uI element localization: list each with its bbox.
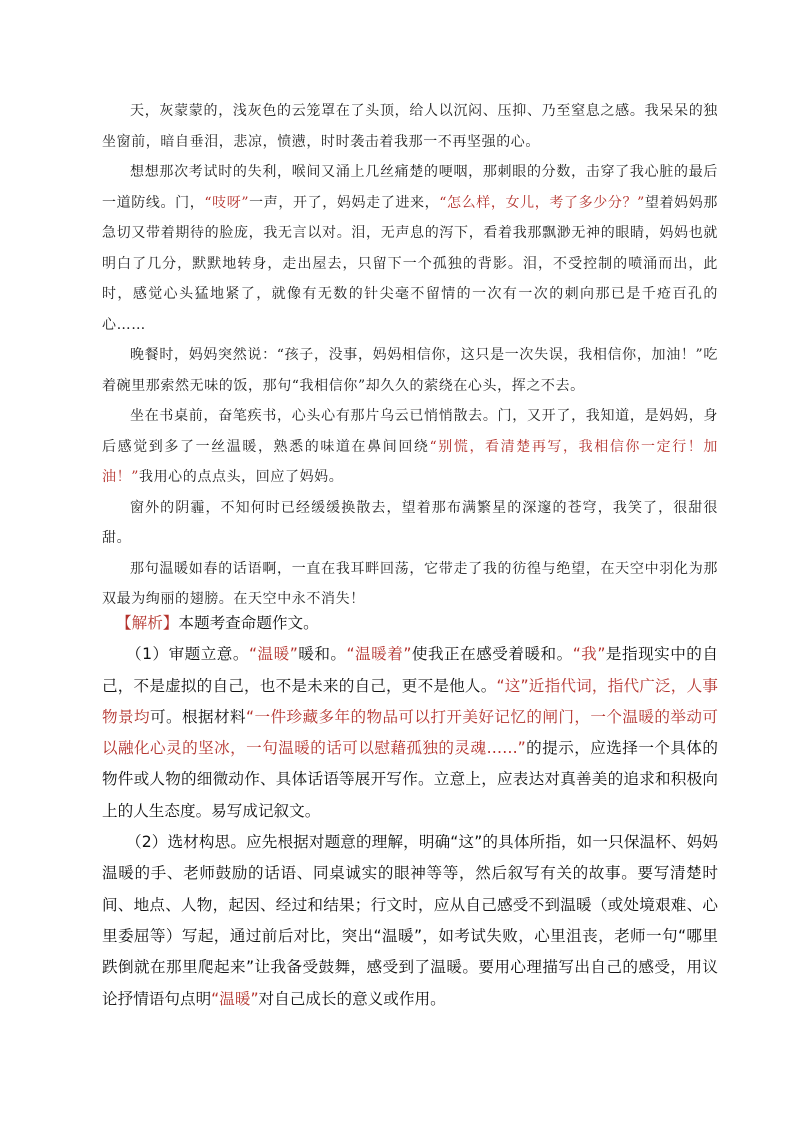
analysis-intro: 本题考查命题作文。: [178, 614, 319, 632]
keyword-highlight: 近指代词，指代广泛，人事物景均: [102, 676, 718, 726]
essay-paragraph-5: 窗外的阴霾，不知何时已经缓缓换散去，望着那布满繁星的深邃的苍穹，我笑了，很甜很甜。: [102, 499, 718, 546]
quote-highlight: “别慌，看清楚再写，我相信你一定行！加油！”: [102, 438, 718, 485]
essay-text: 一声，开了，妈妈走了进来，: [249, 194, 440, 211]
quote-highlight: “吱呀”: [204, 194, 250, 211]
analysis-tag: 【解析】: [116, 614, 179, 632]
analysis-text: （2）选材构思。应先根据对题意的理解，明确“这”的具体所指，如一只保温杯、妈妈温暖的手、老师鼓励的话语、同桌诚实的眼神等等，然后叙写有关的故事。要写清楚时间、地点、人物，起因、经过和结果；行文时，应从自己感受不到温暖（或处境艰难、心里委屈等）写起，通过前后对比，突出“温暖”，如考试失败，心里沮丧，老师一句“哪里跌倒就在那里爬起来”让我备受鼓舞，感受到了温暖。要用心理描写出自己的感受，用议论抒情语句点明: [102, 833, 718, 1008]
analysis-text: 的提示，应选择一个具体的物件或人物的细微动作、具体话语等展开写作。立意上，应表达对真善美的追求和积极向上的人生态度。易写成记叙文。: [102, 739, 718, 820]
essay-text: 想想那次考试时的失利，喉间又涌上几丝痛楚的哽咽，那刺眼的分数，击穿了我心脏的最后一道防线。门，: [102, 164, 718, 211]
analysis-text: （1）审题立意。: [126, 645, 249, 664]
essay-paragraph-4: [102, 401, 718, 493]
essay-text: 坐在书桌前，奋笔疾书，心头心有那片乌云已悄悄散去。门，又开了，我知道，是妈妈，身后感觉到多了一丝温暖，熟悉的味道在鼻间回绕: [102, 408, 718, 455]
essay-text: 望着妈妈那急切又带着期待的脸庞，我无言以对。泪，无声息的泻下，看着我那飘渺无神的眼睛，妈妈也就明白了几分，默默地转身，走出屋去，只留下一个孤独的背影。泪，不受控制的喷涌而出，此时，感觉心头猛地紧了，就像有无数的针尖毫不留情的一次有一次的刺向那已是千疮百孔的心……: [102, 194, 718, 333]
essay-paragraph-6: 那句温暖如春的话语啊，一直在我耳畔回荡，它带走了我的彷徨与绝望，在天空中羽化为那双最为绚丽的翅膀。在天空中永不消失！: [102, 560, 718, 607]
keyword-highlight: “我”: [572, 645, 606, 664]
analysis-text: 暖和。: [297, 645, 347, 664]
analysis-section: [102, 608, 718, 1015]
material-quote-highlight: “一件珍藏多年的物品可以打开美好记忆的闸门，一个温暖的举动可以融化心灵的坚冰，一句温暖的话可以慰藉孤独的灵魂……”: [102, 707, 718, 758]
essay-body: [102, 96, 718, 615]
keyword-highlight: “这”: [496, 676, 529, 695]
quote-highlight: “怎么样，女儿，考了多少分？”: [439, 194, 645, 211]
analysis-point-2: [102, 827, 718, 1015]
essay-paragraph-1: 天，灰蒙蒙的，浅灰色的云笼罩在了头顶，给人以沉闷、压抑、乃至窒息之感。我呆呆的独坐窗前，暗自垂泪，悲凉，愤懑，时时袭击着我那一不再坚强的心。: [102, 103, 718, 150]
analysis-heading: [102, 608, 718, 639]
keyword-highlight: “温暖着”: [346, 645, 412, 664]
analysis-text: 可。根据材料: [150, 707, 246, 726]
keyword-highlight: “温暖”: [211, 989, 259, 1008]
essay-text: 我用心的点点头，回应了妈妈。: [138, 469, 344, 485]
essay-paragraph-3: 晚餐时，妈妈突然说：“孩子，没事，妈妈相信你，这只是一次失误，我相信你，加油！”吃着碗里那索然无味的饭，那句“我相信你”却久久的萦绕在心头，挥之不去。: [102, 347, 718, 394]
keyword-highlight: “温暖”: [248, 645, 298, 664]
analysis-text: 使我正在感受着暖和。: [411, 645, 573, 664]
analysis-text: 对自己成长的意义或作用。: [258, 989, 446, 1008]
essay-paragraph-2: [102, 157, 718, 340]
analysis-point-1: [102, 639, 718, 827]
analysis-text: 是指现实中的自己，不是虚拟的自己，也不是未来的自己，更不是他人。: [102, 645, 718, 695]
